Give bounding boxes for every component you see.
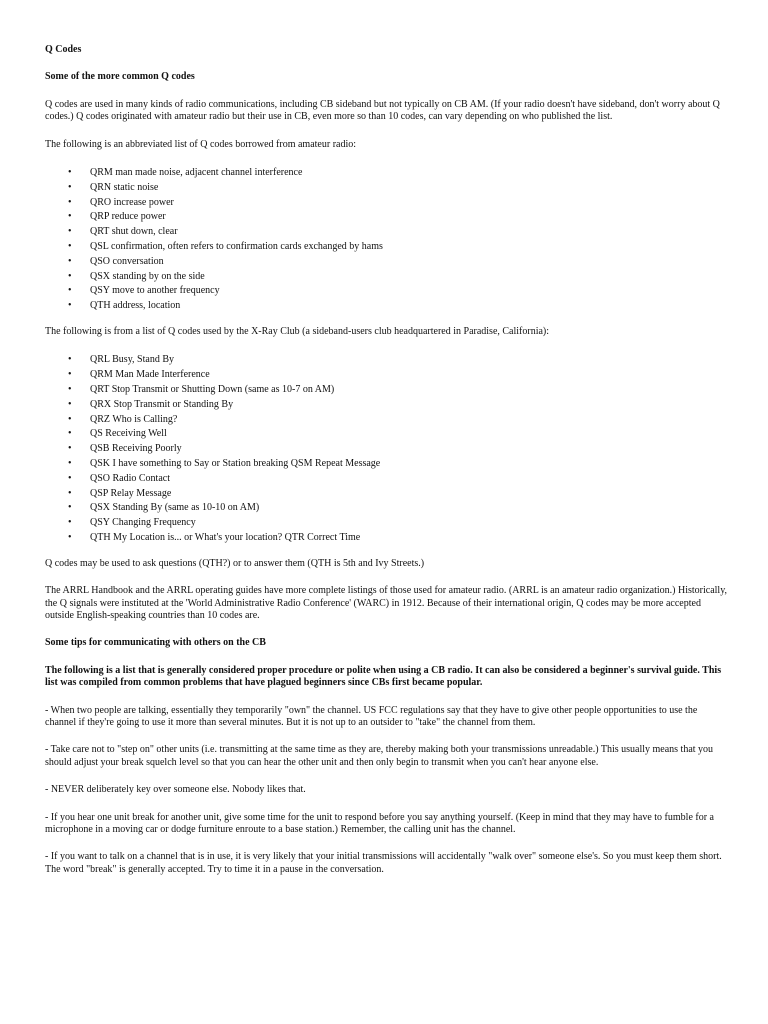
q-code-item — [45, 284, 728, 299]
q-code-item — [45, 368, 728, 383]
bullet-icon: • — [68, 369, 72, 381]
q-code-item — [45, 225, 728, 240]
list-item-text: QTH My Location is... or What's your location? QTR Correct Time — [90, 531, 361, 543]
list-item-text: QRT Stop Transmit or Shutting Down (same as 10-7 on AM) — [90, 384, 335, 395]
list-item-text: QSK I have something to Say or Station breaking QSM Repeat Message — [90, 457, 381, 469]
bullet-icon: • — [68, 413, 72, 425]
list-item-text: QSX Standing By (same as 10-10 on AM) — [90, 502, 260, 514]
tips-heading: Some tips for communicating with others on the CB — [45, 637, 266, 649]
q-code-item — [45, 501, 728, 516]
list-item-text: QRL Busy, Stand By — [90, 354, 174, 366]
q-code-item — [45, 398, 728, 413]
bullet-icon: • — [68, 167, 72, 179]
bullet-icon: • — [68, 457, 72, 469]
list-item-text: QRP reduce power — [90, 211, 166, 223]
bullet-icon: • — [68, 398, 72, 410]
bullet-icon: • — [68, 354, 72, 366]
bullet-icon: • — [68, 300, 72, 312]
tip-paragraph: - If you want to talk on a channel that is in use, it is very likely that your initial transmissions will accidentally "walk over" someone else's. So you must keep them short. The word "break" is generally accepted. Try to time it in a pause in the conversation. — [45, 851, 722, 875]
list-item-text: QSP Relay Message — [90, 487, 172, 499]
list-item-text: QSO Radio Contact — [90, 472, 170, 484]
bullet-icon: • — [68, 472, 72, 484]
bullet-icon: • — [68, 443, 72, 455]
q-code-item — [45, 516, 728, 531]
q-code-item — [45, 487, 728, 502]
q-code-item — [45, 353, 728, 368]
tip-paragraph: - NEVER deliberately key over someone else. Nobody likes that. — [45, 784, 306, 796]
q-code-item — [45, 166, 728, 181]
list-item-text: QRO increase power — [90, 196, 174, 208]
q-code-item — [45, 413, 728, 428]
q-code-item — [45, 427, 728, 442]
bullet-icon: • — [68, 181, 72, 193]
tip-paragraph: - When two people are talking, essentially they temporarily "own" the channel. US FCC regulations say that they have to give other people opportunities to use the channel if they're going to use it more than several minutes. But it is not up to an outsider to "take" the channel from them. — [45, 704, 698, 729]
q-code-item — [45, 270, 728, 285]
list-item-text: QRT shut down, clear — [90, 226, 178, 238]
bullet-icon: • — [68, 517, 72, 529]
bullet-icon: • — [68, 270, 72, 282]
list-item-text: QRZ Who is Calling? — [90, 413, 178, 425]
tips-intro: The following is a list that is generally considered proper procedure or polite when using a CB radio. It can also be considered a beginner's survival guide. This list was compiled from common problems that have plagued beginners since CBs first became popular. — [45, 664, 722, 689]
q-code-item — [45, 255, 728, 270]
q-code-item — [45, 240, 728, 255]
q-code-item — [45, 531, 728, 546]
q-code-item — [45, 299, 728, 314]
xray-club-q-code-list — [45, 353, 728, 545]
list-item-text: QRM man made noise, adjacent channel interference — [90, 167, 303, 179]
q-code-item — [45, 383, 728, 398]
page-subtitle: Some of the more common Q codes — [45, 71, 195, 83]
q-code-item — [45, 472, 728, 487]
bullet-icon: • — [68, 211, 72, 223]
list-item-text: QSX standing by on the side — [90, 270, 205, 282]
q-code-item — [45, 457, 728, 472]
q-code-item — [45, 442, 728, 457]
bullet-icon: • — [68, 502, 72, 514]
arrl-note: The ARRL Handbook and the ARRL operating guides have more complete listings of those used for amateur radio. (ARRL is an amateur radio organization.) Historically, the Q signals were instituted at the 'World Administrative Radio Conference' (WARC) in 1912. Because of their international origin, Q codes may be more accepted outside English-speaking countries than 10 codes are. — [45, 585, 728, 621]
bullet-icon: • — [68, 285, 72, 297]
tips-list — [45, 705, 728, 877]
list-item-text: QS Receiving Well — [90, 428, 167, 440]
list-item-text: QRM Man Made Interference — [90, 369, 210, 381]
intro-paragraph: Q codes are used in many kinds of radio communications, including CB sideband but not typically on CB AM. (If your radio doesn't have sideband, don't worry about Q codes.) Q codes originated with amateur radio but their use in CB, even more so than 10 codes, can vary depending on who published the list. — [45, 98, 720, 123]
list-item-text: QSY move to another frequency — [90, 285, 220, 297]
list-item-text: QSB Receiving Poorly — [90, 443, 182, 455]
bullet-icon: • — [68, 428, 72, 440]
bullet-icon: • — [68, 196, 72, 208]
bullet-icon: • — [68, 384, 72, 395]
bullet-icon: • — [68, 255, 72, 267]
list-item-text: QSL confirmation, often refers to confirmation cards exchanged by hams — [90, 241, 383, 253]
page-title: Q Codes — [45, 44, 82, 55]
list-item-text: QSY Changing Frequency — [90, 517, 196, 529]
list-item-text: QSO conversation — [90, 255, 164, 267]
list1-intro: The following is an abbreviated list of Q codes borrowed from amateur radio: — [45, 138, 357, 150]
q-code-item — [45, 210, 728, 225]
list-item-text: QRX Stop Transmit or Standing By — [90, 398, 234, 410]
qth-note: Q codes may be used to ask questions (QTH?) or to answer them (QTH is 5th and Ivy Streets.) — [45, 557, 425, 569]
bullet-icon: • — [68, 531, 72, 543]
list2-intro: The following is from a list of Q codes used by the X-Ray Club (a sideband-users club headquartered in Paradise, California): — [45, 326, 550, 337]
tip-paragraph: - Take care not to "step on" other units (i.e. transmitting at the same time as they are, thereby making both your transmissions unreadable.) This usually means that you should adjust your break squelch level so that you can hear the other unit and then only begin to transmit when you can't hear anyone else. — [45, 744, 714, 768]
amateur-q-code-list — [45, 166, 728, 314]
q-code-item — [45, 196, 728, 211]
bullet-icon: • — [68, 241, 72, 253]
list-item-text: QTH address, location — [90, 300, 181, 312]
tip-paragraph: - If you hear one unit break for another unit, give some time for the unit to respond before you say anything yourself. (Keep in mind that they may have to fumble for a microphone in a moving car or dodge furniture enroute to a base station.) Remember, the calling unit has the channel. — [45, 811, 714, 836]
list-item-text: QRN static noise — [90, 181, 159, 193]
bullet-icon: • — [68, 487, 72, 499]
bullet-icon: • — [68, 226, 72, 238]
q-code-item — [45, 181, 728, 196]
